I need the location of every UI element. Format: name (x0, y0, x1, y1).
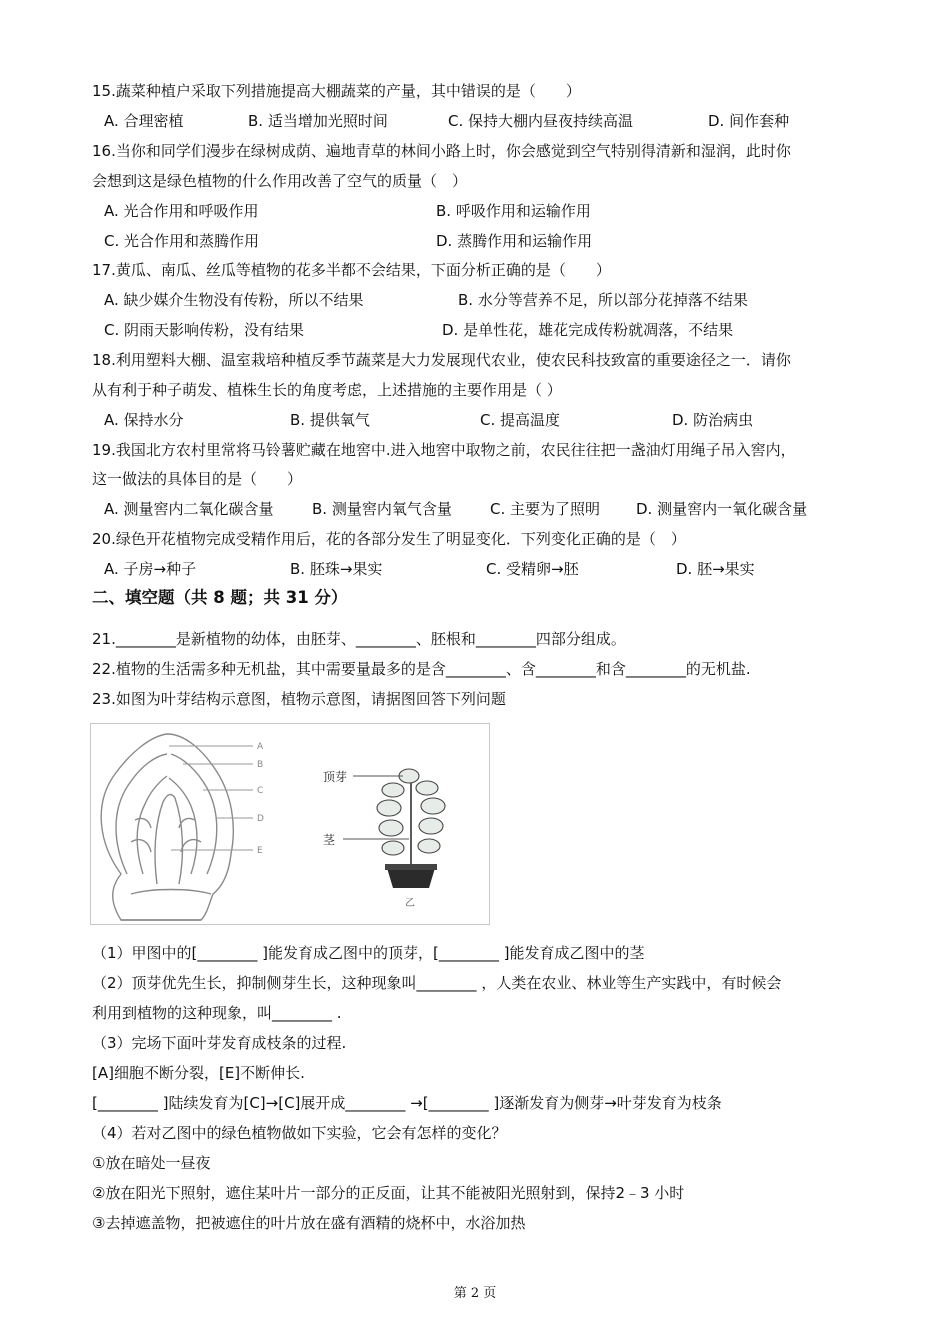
q16-option-b: B. 呼吸作用和运输作用 (436, 202, 591, 220)
bud-label-c: C (257, 786, 264, 796)
q16-option-a: A. 光合作用和呼吸作用 (104, 202, 259, 220)
q15-option-b: B. 适当增加光照时间 (248, 112, 388, 130)
q19-option-d: D. 测量窖内一氧化碳含量 (636, 500, 808, 518)
q23-sub-3-step2: [________ ]陆续发育为[C]→[C]展开成________ →[________ ]逐渐发育为侧芽→叶芽发育为枝条 (92, 1094, 722, 1112)
bud-part-labels (257, 742, 264, 856)
q17-option-b: B. 水分等营养不足，所以部分花掉落不结果 (458, 291, 748, 309)
figure-illustration (91, 724, 489, 924)
q18-option-d: D. 防治病虫 (672, 411, 754, 429)
question-19-stem: 19.我国北方农村里常将马铃薯贮藏在地窖中.进入地窖中取物之前，农民往往把一盏油灯用绳子吊入窖内， (92, 441, 796, 459)
q23-sub-4-step2: ②放在阳光下照射，遮住某叶片一部分的正反面，让其不能被阳光照射到，保持2﹣3 小时 (92, 1184, 685, 1202)
q19-option-b: B. 测量窖内氧气含量 (312, 500, 452, 518)
q23-sub-4: （4）若对乙图中的绿色植物做如下实验，它会有怎样的变化？ (92, 1124, 507, 1142)
q19-option-c: C. 主要为了照明 (490, 500, 601, 518)
question-18-stem: 18.利用塑料大棚、温室栽培种植反季节蔬菜是大力发展现代农业，使农民科技致富的重要途径之一．请你 (92, 351, 791, 369)
figure-bud-and-plant (90, 723, 490, 925)
q16-option-c: C. 光合作用和蒸腾作用 (104, 232, 260, 250)
question-22: 22.植物的生活需多种无机盐，其中需要量最多的是含________、含________和含________的无机盐. (92, 660, 751, 678)
q18-option-b: B. 提供氧气 (290, 411, 370, 429)
q23-sub-2-cont: 利用到植物的这种现象，叫________ . (92, 1004, 342, 1022)
bud-label-e: E (257, 846, 263, 856)
question-20-stem: 20.绿色开花植物完成受精作用后，花的各部分发生了明显变化．下列变化正确的是（ ） (92, 530, 686, 548)
figure-yi-label: 乙 (405, 898, 415, 909)
q23-sub-3-step1: [A]细胞不断分裂，[E]不断伸长. (92, 1064, 305, 1082)
q15-option-d: D. 间作套种 (708, 112, 790, 130)
potted-plant-drawing (377, 769, 445, 888)
q17-option-d: D. 是单性花，雄花完成传粉就凋落，不结果 (442, 321, 734, 339)
question-16-stem: 16.当你和同学们漫步在绿树成荫、遍地青草的林间小路上时，你会感觉到空气特别得清新和湿润，此时你 (92, 142, 791, 160)
question-23: 23.如图为叶芽结构示意图，植物示意图，请据图回答下列问题 (92, 690, 506, 708)
q23-sub-2: （2）顶芽优先生长，抑制侧芽生长，这种现象叫________ ，人类在农业、林业等生产实践中，有时候会 (92, 974, 782, 992)
q18-option-c: C. 提高温度 (480, 411, 561, 429)
question-17-stem: 17.黄瓜、南瓜、丝瓜等植物的花多半都不会结果，下面分析正确的是（ ） (92, 261, 611, 279)
stem-label: 茎 (323, 833, 336, 847)
q15-option-c: C. 保持大棚内昼夜持续高温 (448, 112, 634, 130)
leaf-bud-drawing (101, 734, 233, 920)
top-bud-label: 顶芽 (323, 770, 348, 784)
bud-label-d: D (257, 814, 264, 824)
question-18-stem-cont: 从有利于种子萌发、植株生长的角度考虑，上述措施的主要作用是（ ） (92, 381, 562, 399)
q23-sub-4-step1: ①放在暗处一昼夜 (92, 1154, 211, 1172)
question-16-stem-cont: 会想到这是绿色植物的什么作用改善了空气的质量（ ） (92, 172, 468, 190)
section-heading: 二、填空题（共 8 题；共 31 分） (92, 588, 348, 607)
q20-option-c: C. 受精卵→胚 (486, 560, 579, 578)
page-number: 第 2 页 (453, 1286, 497, 1301)
q20-option-a: A. 子房→种子 (104, 560, 197, 578)
q23-sub-1: （1）甲图中的[________ ]能发育成乙图中的顶芽，[________ ]能发育成乙图中的茎 (92, 944, 645, 962)
q19-option-a: A. 测量窖内二氧化碳含量 (104, 500, 274, 518)
q20-option-d: D. 胚→果实 (676, 560, 755, 578)
bud-label-a: A (257, 742, 264, 752)
q16-option-d: D. 蒸腾作用和运输作用 (436, 232, 593, 250)
bud-label-b: B (257, 760, 264, 770)
q17-option-c: C. 阴雨天影响传粉，没有结果 (104, 321, 305, 339)
question-19-stem-cont: 这一做法的具体目的是（ ） (92, 470, 303, 488)
q20-option-b: B. 胚珠→果实 (290, 560, 383, 578)
question-15-stem: 15.蔬菜种植户采取下列措施提高大棚蔬菜的产量，其中错误的是（ ） (92, 82, 581, 100)
q15-option-a: A. 合理密植 (104, 112, 184, 130)
q17-option-a: A. 缺少媒介生物没有传粉，所以不结果 (104, 291, 364, 309)
q18-option-a: A. 保持水分 (104, 411, 184, 429)
q23-sub-4-step3: ③去掉遮盖物，把被遮住的叶片放在盛有酒精的烧杯中，水浴加热 (92, 1214, 526, 1232)
question-21: 21.________是新植物的幼体，由胚芽、________、胚根和________四部分组成。 (92, 630, 626, 648)
q23-sub-3: （3）完场下面叶芽发育成枝条的过程. (92, 1034, 347, 1052)
